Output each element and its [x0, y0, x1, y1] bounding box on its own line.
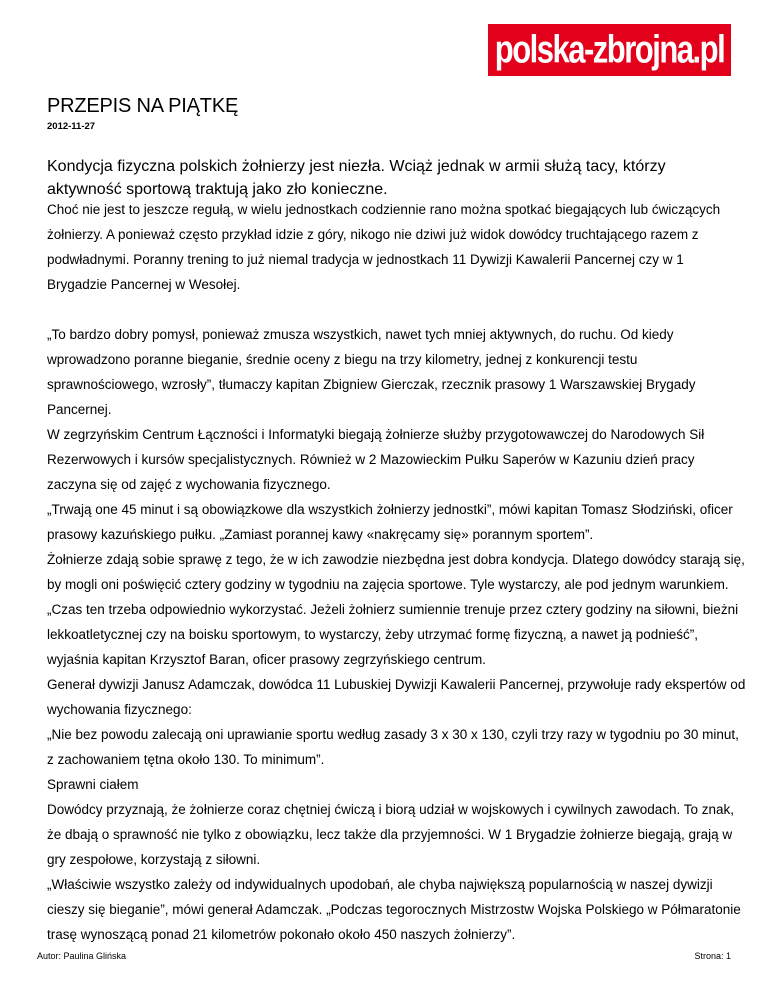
article-paragraph: Dowódcy przyznają, że żołnierze coraz chętniej ćwiczą i biorą udział w wojskowych i cywilnych zawodach. To znak, że dbają o sprawność nie tylko z obowiązku, lecz także dla przyjemności. W 1 Brygadzie żołnierze biegają, grają w gry zespołowe, korzystają z siłowni.	[47, 802, 735, 867]
article-paragraph: Żołnierze zdają sobie sprawę z tego, że w ich zawodzie niezbędna jest dobra kondycja. Dlatego dowódcy starają się, by mogli oni poświęcić cztery godziny w tygodniu na zajęcia sportowe. Tyle wystarczy, ale pod jednym warunkiem.	[47, 552, 745, 592]
article-subheading: Sprawni ciałem	[47, 777, 139, 792]
footer-page-number: 1	[725, 951, 731, 961]
article-paragraph: „Właściwie wszystko zależy od indywidualnych upodobań, ale chyba największą popularnością w naszej dywizji cieszy się bieganie”, mówi generał Adamczak. „Podczas tegorocznych Mistrzostw Wojska Polskiego w Półmaratonie trasę wynoszącą ponad 21 kilometrów pokonało około 450 naszych żołnierzy”.	[47, 877, 741, 942]
footer-page-label: Strona:	[694, 951, 724, 961]
footer-page	[694, 951, 731, 961]
site-logo-text: polska-zbrojna.pl	[494, 27, 725, 72]
article-paragraph: „Nie bez powodu zalecają oni uprawianie sportu według zasady 3 x 30 x 130, czyli trzy razy w tygodniu po 30 minut, z zachowaniem tętna około 130. To minimum”.	[47, 727, 739, 767]
article-paragraph: Generał dywizji Janusz Adamczak, dowódca 11 Lubuskiej Dywizji Kawalerii Pancernej, przywołuje rady ekspertów od wychowania fizycznego:	[47, 677, 746, 717]
article-paragraph: „To bardzo dobry pomysł, ponieważ zmusza wszystkich, nawet tych mniej aktywnych, do ruchu. Od kiedy wprowadzono poranne bieganie, średnie oceny z biegu na trzy kilometry, jednej z konkurencji testu sprawnościowego, wzrosły”, tłumaczy kapitan Zbigniew Gierczak, rzecznik prasowy 1 Warszawskiej Brygady Pancernej.	[47, 327, 696, 417]
article-lead: Kondycja fizyczna polskich żołnierzy jest niezła. Wciąż jednak w armii służą tacy, którzy aktywność sportową traktują jako zło konieczne.	[47, 158, 666, 198]
article-date: 2012-11-27	[47, 121, 96, 132]
article-title: PRZEPIS NA PIĄTKĘ	[47, 95, 239, 117]
article-body	[47, 197, 747, 947]
article-paragraph: W zegrzyńskim Centrum Łączności i Informatyki biegają żołnierze służby przygotowawczej do Narodowych Sił Rezerwowych i kursów specjalistycznych. Również w 2 Mazowieckim Pułku Saperów w Kazuniu dzień pracy zaczyna się od zajęć z wychowania fizycznego.	[47, 427, 705, 492]
article-paragraph: Choć nie jest to jeszcze regułą, w wielu jednostkach codziennie rano można spotkać biegających lub ćwiczących żołnierzy. A ponieważ często przykład idzie z góry, nikogo nie dziwi już widok dowódcy truchtającego razem z podwładnymi. Poranny trening to już niemal tradycja w jednostkach 11 Dywizji Kawalerii Pancernej czy w 1 Brygadzie Pancernej w Wesołej.	[47, 202, 721, 292]
footer-author: Autor: Paulina Glińska	[37, 951, 127, 961]
article-paragraph: „Trwają one 45 minut i są obowiązkowe dla wszystkich żołnierzy jednostki”, mówi kapitan Tomasz Słodziński, oficer prasowy kazuńskiego pułku. „Zamiast porannej kawy «nakręcamy się» porannym sportem”.	[47, 502, 733, 542]
article-paragraph: „Czas ten trzeba odpowiednio wykorzystać. Jeżeli żołnierz sumiennie trenuje przez cztery godziny na siłowni, bieżni lekkoatletycznej czy na boisku sportowym, to wystarczy, żeby utrzymać formę fizyczną, a nawet ją podnieść”, wyjaśnia kapitan Krzysztof Baran, oficer prasowy zegrzyńskiego centrum.	[47, 602, 739, 667]
site-logo	[488, 24, 731, 76]
